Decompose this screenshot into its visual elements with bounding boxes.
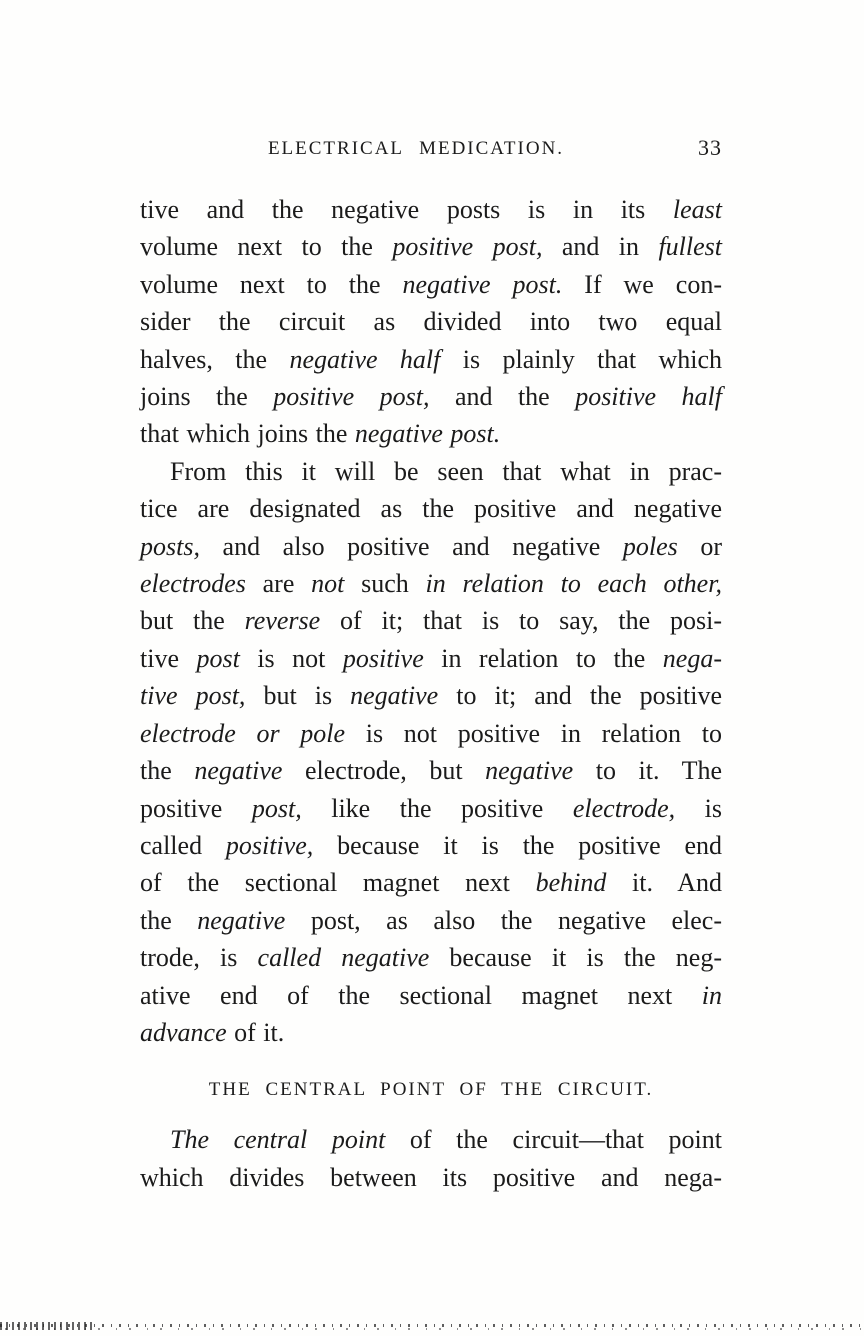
- text-line: [140, 864, 722, 901]
- text-line: [140, 715, 722, 752]
- italic-text-run: poles: [622, 531, 678, 561]
- text-run: and the: [429, 382, 576, 412]
- italic-text-run: electrodes: [140, 569, 246, 599]
- text-run: If we con-: [562, 269, 722, 299]
- text-run: tice are designated as the positive and negative: [140, 494, 722, 524]
- text-run: is not positive in relation to: [345, 718, 722, 748]
- italic-text-run: negative post.: [402, 269, 563, 299]
- text-line: [140, 565, 722, 602]
- scan-artifact-corner: [0, 1322, 92, 1330]
- italic-text-run: reverse: [244, 606, 321, 636]
- italic-text-run: positive post,: [273, 382, 430, 412]
- text-run: volume next to the: [140, 232, 393, 262]
- italic-text-run: post,: [251, 793, 302, 823]
- text-line: [140, 602, 722, 639]
- italic-text-run: in relation to each other,: [425, 569, 722, 599]
- text-line: [140, 1014, 722, 1051]
- italic-text-run: positive post,: [392, 232, 543, 262]
- italic-text-run: not: [311, 569, 345, 599]
- text-run: but is: [245, 681, 351, 711]
- text-line: [140, 341, 722, 378]
- text-run: are: [245, 569, 312, 599]
- text-run: and in: [542, 232, 659, 262]
- italic-text-run: The central point: [170, 1125, 386, 1155]
- text-run: called: [140, 830, 226, 860]
- text-line: [140, 378, 722, 415]
- text-run: ative end of the sectional magnet next: [140, 980, 702, 1010]
- text-run: or: [677, 531, 722, 561]
- scan-artifact-dashes: [0, 1324, 864, 1327]
- text-run: electrode, but: [282, 756, 486, 786]
- italic-text-run: in: [701, 980, 722, 1010]
- text-run: that which joins the: [140, 419, 355, 449]
- text-run: of the circuit—that point: [385, 1125, 723, 1155]
- italic-text-run: positive: [342, 643, 424, 673]
- italic-text-run: behind: [535, 868, 607, 898]
- italic-text-run: nega-: [662, 643, 722, 673]
- running-header: [140, 135, 722, 166]
- text-line: [140, 939, 722, 976]
- text-line: [140, 677, 722, 714]
- text-line: [140, 790, 722, 827]
- italic-text-run: negative post.: [354, 419, 501, 449]
- text-column: [140, 191, 722, 1196]
- italic-text-run: least: [672, 195, 722, 224]
- scan-artifact-dashes-faint: [0, 1328, 864, 1330]
- text-run: but the: [140, 606, 245, 636]
- text-run: like the positive: [301, 793, 573, 823]
- paragraph-from-this: [140, 453, 722, 1052]
- text-run: because it is the neg-: [429, 943, 722, 973]
- text-run: tive and the negative posts is in its: [140, 195, 673, 224]
- text-line: [140, 977, 722, 1014]
- text-run: of it; that is to say, the posi-: [320, 606, 722, 636]
- italic-text-run: negative: [350, 681, 439, 711]
- text-run: and also positive and negative: [199, 531, 623, 561]
- text-run: is: [675, 793, 722, 823]
- text-run: halves, the: [140, 344, 290, 374]
- paragraph-central-point: [140, 1121, 722, 1196]
- text-run: is plainly that which: [440, 344, 722, 374]
- text-run: From this it will be seen that what in prac-: [170, 456, 722, 486]
- text-run: volume next to the: [140, 269, 403, 299]
- text-line: [140, 528, 722, 565]
- text-line: [140, 902, 722, 939]
- italic-text-run: tive post,: [140, 681, 246, 711]
- text-run: is not: [239, 643, 343, 673]
- text-run: of it.: [226, 1017, 285, 1047]
- text-run: such: [344, 569, 426, 599]
- italic-text-run: positive half: [575, 382, 722, 412]
- text-run: joins the: [140, 382, 274, 412]
- text-line: [140, 415, 722, 452]
- text-run: to it; and the positive: [438, 681, 722, 711]
- text-line: [140, 1121, 722, 1158]
- italic-text-run: electrode or pole: [140, 718, 346, 748]
- text-run: to it. The: [573, 756, 723, 786]
- italic-text-run: called negative: [257, 943, 430, 973]
- text-line: [140, 191, 722, 228]
- text-run: trode, is: [140, 943, 258, 973]
- italic-text-run: post: [196, 643, 240, 673]
- text-line: [140, 640, 722, 677]
- italic-text-run: advance: [140, 1017, 227, 1047]
- paragraph-continuation: [140, 191, 722, 453]
- text-line: [140, 827, 722, 864]
- italic-text-run: negative: [194, 756, 283, 786]
- text-line: [140, 752, 722, 789]
- text-run: it. And: [606, 868, 722, 898]
- text-run: the: [140, 905, 198, 935]
- page-number: 33: [698, 135, 722, 160]
- text-line: [140, 228, 722, 265]
- italic-text-run: electrode,: [572, 793, 676, 823]
- text-run: positive: [140, 793, 252, 823]
- text-line: [140, 490, 722, 527]
- scan-artifact-line: [0, 1322, 864, 1332]
- italic-text-run: negative: [485, 756, 574, 786]
- text-run: sider the circuit as divided into two equal: [140, 307, 722, 337]
- running-header-title: ELECTRICAL MEDICATION.: [267, 138, 565, 159]
- text-run: in relation to the: [423, 643, 663, 673]
- italic-text-run: negative: [197, 905, 286, 935]
- text-line: [140, 1159, 722, 1196]
- text-line: [140, 266, 722, 303]
- italic-text-run: posts,: [140, 531, 200, 561]
- text-run: which divides between its positive and nega-: [140, 1162, 722, 1192]
- text-line: [140, 303, 722, 340]
- text-run: tive: [140, 643, 197, 673]
- section-heading: THE CENTRAL POINT OF THE CIRCUIT.: [208, 1079, 654, 1101]
- text-run: post, as also the negative elec-: [285, 905, 723, 935]
- italic-text-run: negative half: [289, 344, 441, 374]
- italic-text-run: positive,: [225, 830, 314, 860]
- text-line: [140, 453, 722, 490]
- text-run: because it is the positive end: [313, 830, 722, 860]
- text-run: of the sectional magnet next: [140, 868, 536, 898]
- text-run: the: [140, 756, 195, 786]
- italic-text-run: fullest: [658, 232, 722, 262]
